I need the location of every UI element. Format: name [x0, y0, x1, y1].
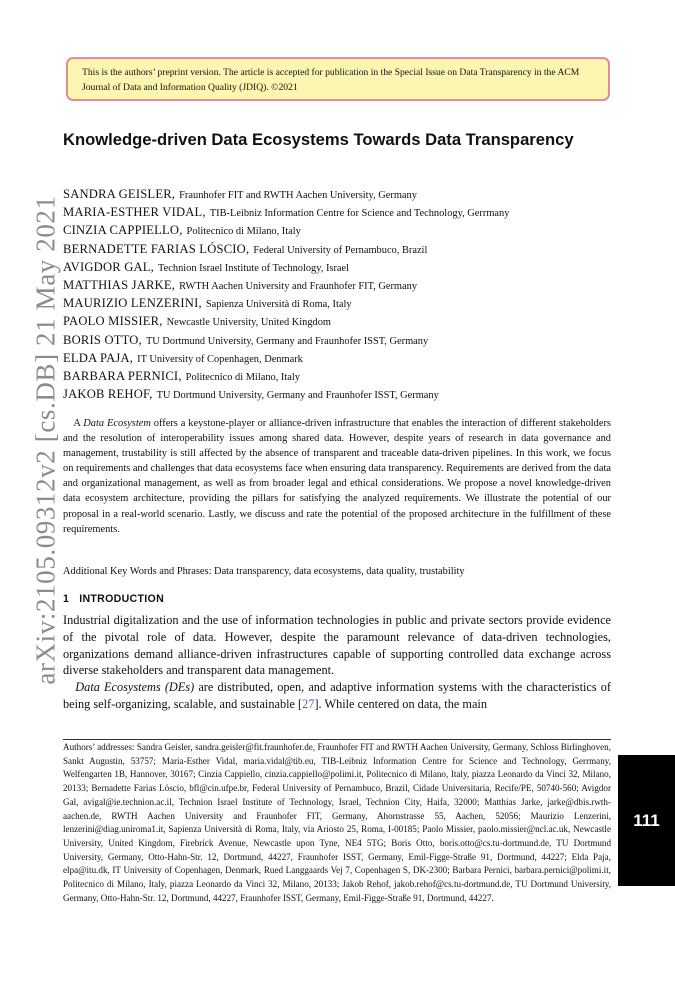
author-name: BARBARA PERNICI,: [63, 368, 182, 383]
introduction-text: [63, 612, 611, 713]
author-name: CINZIA CAPPIELLO,: [63, 223, 183, 238]
author-entry: [63, 203, 583, 221]
author-name: AVIGDOR GAL,: [63, 259, 155, 274]
author-affiliation: Newcastle University, United Kingdom: [166, 317, 331, 329]
author-entry: [63, 258, 583, 276]
author-affiliation: RWTH Aachen University and Fraunhofer FIT, Germany: [179, 280, 418, 292]
author-entry: [63, 240, 583, 258]
author-affiliation: Federal University of Pernambuco, Brazil: [253, 244, 428, 256]
author-name: BORIS OTTO,: [63, 332, 142, 347]
intro-paragraph-1: Industrial digitalization and the use of information technologies in public and private sectors provide evidence of the pivotal role of data. However, despite the paramount relevance of data-driven technologies, organizations demand alliance-driven infrastructures capable of supporting controlled data exchange across diverse stakeholders and transparent data management.: [63, 613, 611, 678]
arxiv-stamp: arXiv:2105.09312v2 [cs.DB] 21 May 2021: [30, 195, 61, 685]
abstract: [63, 416, 611, 537]
author-name: PAOLO MISSIER,: [63, 314, 163, 329]
author-name: MATTHIAS JARKE,: [63, 277, 176, 292]
abstract-term: Data Ecosystem: [83, 418, 151, 429]
author-list: [63, 185, 583, 403]
author-affiliation: IT University of Copenhagen, Denmark: [137, 353, 303, 365]
author-affiliation: Politecnico di Milano, Italy: [185, 371, 300, 383]
preprint-notice: [66, 57, 610, 101]
author-entry: [63, 276, 583, 294]
section-heading: [63, 593, 164, 605]
author-entry: [63, 385, 583, 403]
author-entry: [63, 185, 583, 203]
footnote-rule: [63, 739, 611, 740]
intro-paragraph-2: [63, 679, 611, 713]
author-name: ELDA PAJA,: [63, 350, 134, 365]
intro-text: are distributed, open, and adaptive information systems with the characteristics of being self-organizing, scalable, and sustainable [: [63, 680, 612, 711]
author-entry: [63, 367, 583, 385]
author-affiliation: Technion Israel Institute of Technology, Israel: [158, 262, 350, 274]
abstract-body: offers a keystone-player or alliance-driven infrastructure that enables the interaction of different stakeholders and the resolution of interoperability issues among shared data. However, despite years of research in data governance and management, trustability is still affected by the absence of transparent and traceable data-driven pipelines. In this work, we focus on requirements and challenges that data ecosystems face when ensuring data transparency. Requirements are derived from the data and organizational management, as well as from broader legal and ethical considerations. We propose a novel knowledge-driven data ecosystem architecture, providing the pillars for satisfying the analyzed requirements. We illustrate the potential of our proposal in a real-world scenario. Lastly, we discuss and rate the potential of the proposed architecture in the fulfillment of these requirements.: [63, 418, 611, 535]
author-entry: [63, 312, 583, 330]
page-number: 111: [633, 810, 660, 830]
paper-title: Knowledge-driven Data Ecosystems Towards Data Transparency: [63, 130, 574, 149]
section-number: 1: [63, 593, 70, 605]
author-name: BERNADETTE FARIAS LÓSCIO,: [63, 241, 250, 256]
author-affiliation: TU Dortmund University, Germany and Fraunhofer ISST, Germany: [156, 390, 439, 402]
author-entry: [63, 294, 583, 312]
author-entry: [63, 331, 583, 349]
abstract-lead: A: [73, 418, 81, 429]
author-affiliation: Politecnico di Milano, Italy: [186, 226, 301, 238]
intro-term: Data Ecosystems (DEs): [75, 680, 195, 695]
keywords: Additional Key Words and Phrases: Data transparency, data ecosystems, data quality, trustability: [63, 566, 465, 577]
page-number-tab: [618, 755, 675, 886]
author-name: JAKOB REHOF,: [63, 387, 153, 402]
author-affiliation: TU Dortmund University, Germany and Fraunhofer ISST, Germany: [145, 335, 429, 347]
author-affiliation: Sapienza Università di Roma, Italy: [205, 299, 352, 311]
author-entry: [63, 221, 583, 239]
author-entry: [63, 349, 583, 367]
author-affiliation: TIB-Leibniz Information Centre for Science and Technology, Gerrmany: [209, 208, 510, 220]
author-name: MARIA-ESTHER VIDAL,: [63, 205, 206, 220]
author-name: MAURIZIO LENZERINI,: [63, 296, 202, 311]
intro-tail: ]. While centered on data, the main: [314, 696, 487, 711]
author-name: SANDRA GEISLER,: [63, 187, 176, 201]
author-affiliation: Fraunhofer FIT and RWTH Aachen University, Germany: [179, 190, 417, 201]
section-title: INTRODUCTION: [79, 593, 165, 605]
authors-addresses-footnote: Authors’ addresses: Sandra Geisler, sandra.geisler@fit.fraunhofer.de, Fraunhofer FIT and RWTH Aachen University, Germany, Schloss Birlinghoven, Sankt Augustin, 53757; Maria-Esther Vidal, maria.vidal@tib.eu, TIB-Leibniz Information Centre for Science and Technology, Gerrmany, Welfengarten 1B, Hannover, 30167; Cinzia Cappiello, cinzia.cappiello@polimi.it, Politecnico di Milano, Italy, piazza Leonardo da Vinci 32, Milano, 20133; Bernadette Farias Lóscio, bfl@cin.ufpe.br, Federal University of Pernambuco, Brazil, Cidade Universitaria, Recife/PE, 50740-560; Avigdor Gal, avigal@ie.technion.ac.il, Technion Israel Institute of Technology, Israel, Technion City, Haifa, 32000; Matthias Jarke, jarke@dbis.rwth-aachen.de, RWTH Aachen University and Fraunhofer FIT, Germany, Ahornstrasse 55, Aachen, 52056; Maurizio Lenzerini, lenzerini@diag.uniroma1.it, Sapienza Università di Roma, Italy, via Ariosto 25, Roma, I-00185; Paolo Missier, paolo.missier@ncl.ac.uk, Newcastle University, United Kingdom, Firebrick Avenue, Newcastle upon Tyne, NE4 5TG; Boris Otto, boris.otto@cs.tu-dortmund.de, TU Dortmund University, Germany, Otto-Hahn-Str. 12, Dortmund, 44227, Fraunhofer ISST, Germany, Emil-Figge-Straße 91, Dortmund, 44227; Elda Paja, elpa@itu.dk, IT University of Copenhagen, Denmark, Rued Langgaards Vej 7, Copenhagen S, DK-2300; Barbara Pernici, barbara.pernici@polimi.it, Politecnico di Milano, Italy, piazza Leonardo da Vinci 32, Milano, 20133; Jakob Rehof, jakob.rehof@cs.tu-dortmund.de, TU Dortmund University, Germany, Otto-Hahn-Str. 12, Dortmund, 44227, Fraunhofer ISST, Germany, Emil-Figge-Straße 91, Dortmund, 44227.: [63, 742, 611, 903]
preprint-notice-text: This is the authors’ preprint version. The article is accepted for publication in the Special Issue on Data Transparency in the ACM Journal of Data and Information Quality (JDIQ). ©2021: [82, 67, 580, 93]
citation-link[interactable]: 27: [302, 696, 315, 711]
